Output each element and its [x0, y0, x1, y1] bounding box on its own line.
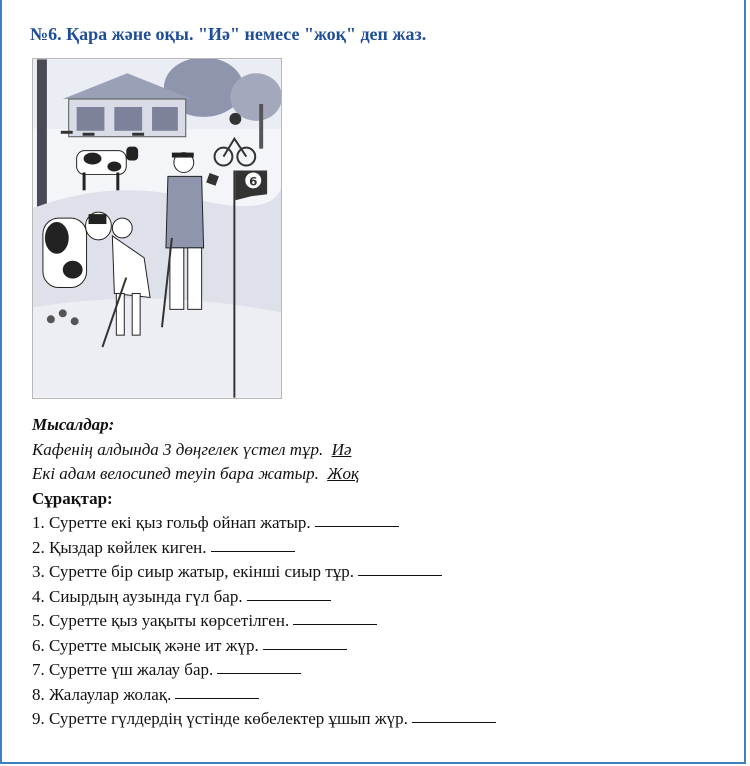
example-item [32, 438, 722, 463]
question-text: 8. Жалаулар жолақ. [32, 684, 172, 704]
question-text: 9. Суретте гүлдердің үстінде көбелектер ұшып жүр. [32, 709, 408, 728]
question-item [32, 658, 722, 683]
exercise-text [32, 413, 722, 732]
example-answer: Жоқ [327, 464, 359, 483]
example-text: Екі адам велосипед теуіп бара жатыр. [32, 464, 319, 483]
example-answer: Иә [331, 439, 352, 459]
question-item [32, 609, 722, 634]
question-item [32, 634, 722, 659]
answer-blank[interactable] [217, 672, 301, 674]
question-item [32, 585, 722, 610]
answer-blank[interactable] [211, 550, 295, 552]
questions-heading: Сұрақтар: [32, 488, 113, 508]
question-item [32, 683, 722, 708]
question-text: 4. Сиырдың аузында гүл бар. [32, 586, 243, 606]
answer-blank[interactable] [263, 648, 347, 650]
answer-blank[interactable] [412, 721, 496, 723]
question-item [32, 536, 722, 561]
question-item [32, 511, 722, 536]
answer-blank[interactable] [293, 623, 377, 625]
answer-blank[interactable] [315, 525, 399, 527]
answer-blank[interactable] [247, 599, 331, 601]
question-text: 1. Суретте екі қыз гольф ойнап жатыр. [32, 513, 311, 532]
question-item [32, 707, 722, 732]
question-text: 7. Суретте үш жалау бар. [32, 660, 214, 679]
exercise-title: №6. Қара және оқы. "Иә" немесе "жоқ" деп жаз. [30, 24, 427, 44]
question-text: 2. Қыздар көйлек киген. [32, 537, 207, 557]
examples-heading: Мысалдар: [32, 415, 115, 434]
example-item [32, 462, 722, 487]
exercise-illustration [32, 58, 282, 399]
example-text: Кафенің алдында 3 дөңгелек үстел тұр. [32, 439, 324, 459]
question-text: 3. Суретте бір сиыр жатыр, екінші сиыр тұр. [32, 562, 354, 581]
answer-blank[interactable] [175, 697, 259, 699]
flag-number: 6 [249, 174, 258, 189]
question-text: 5. Суретте қыз уақыты көрсетілген. [32, 611, 290, 630]
answer-blank[interactable] [358, 574, 442, 576]
question-item [32, 560, 722, 585]
question-text: 6. Суретте мысық және ит жүр. [32, 635, 259, 655]
